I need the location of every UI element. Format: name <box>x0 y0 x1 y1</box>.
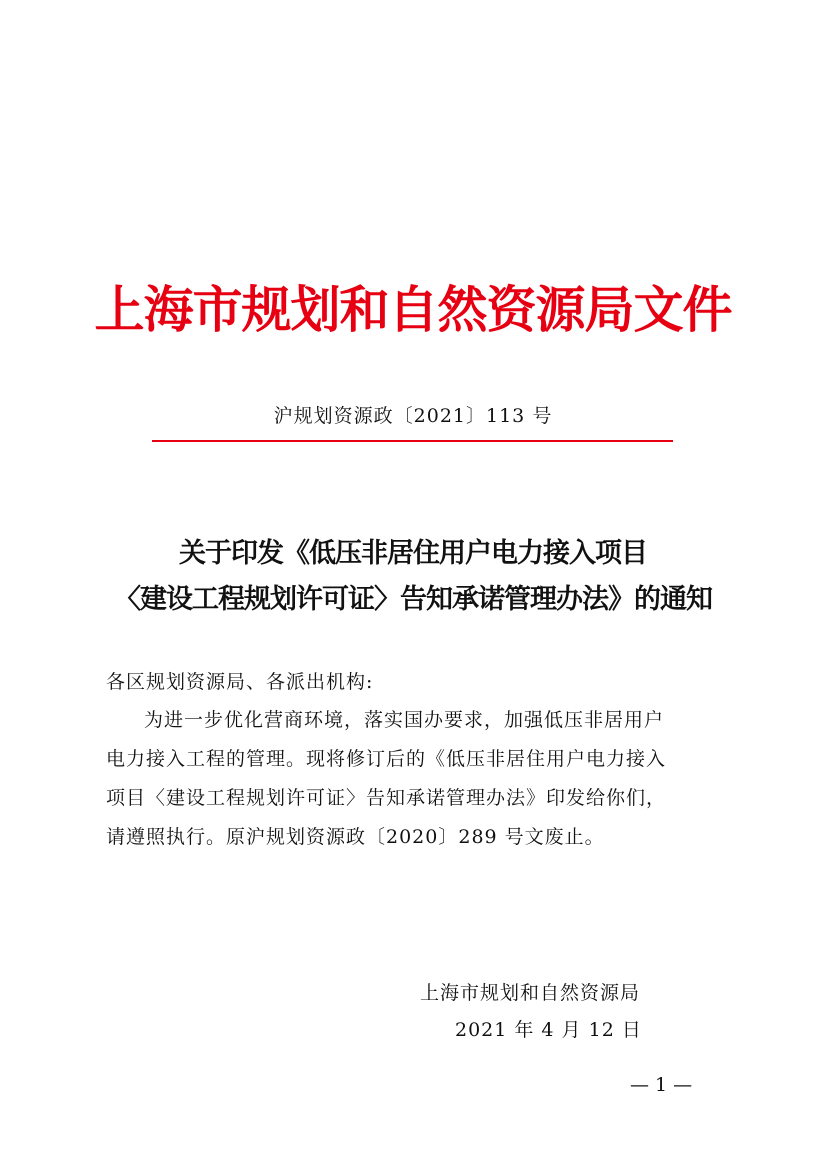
signature-organization: 上海市规划和自然资源局 <box>420 982 641 1004</box>
body-paragraph-line-3: 项目〈建设工程规划许可证〉告知承诺管理办法》印发给你们， <box>106 787 667 809</box>
body-paragraph-line-1: 为进一步优化营商环境，落实国办要求，加强低压非居用户 <box>144 709 665 731</box>
signature-date: 2021 年 4 月 12 日 <box>455 1019 642 1041</box>
body-paragraph-line-2: 电力接入工程的管理。现将修订后的《低压非居住用户电力接入 <box>106 748 667 770</box>
body-paragraph-line-4: 请遵照执行。原沪规划资源政〔2020〕289 号文废止。 <box>106 826 605 848</box>
page-number: — 1 — <box>630 1074 693 1096</box>
notice-title-line-2: 〈建设工程规划许可证〉告知承诺管理办法》的通知 <box>114 584 712 615</box>
salutation: 各区规划资源局、各派出机构: <box>106 671 374 693</box>
document-number: 沪规划资源政〔2021〕113 号 <box>273 405 553 427</box>
notice-title-line-1: 关于印发《低压非居住用户电力接入项目 <box>179 538 647 569</box>
red-divider-line <box>152 440 673 442</box>
issuer-header-title: 上海市规划和自然资源局文件 <box>94 281 732 339</box>
